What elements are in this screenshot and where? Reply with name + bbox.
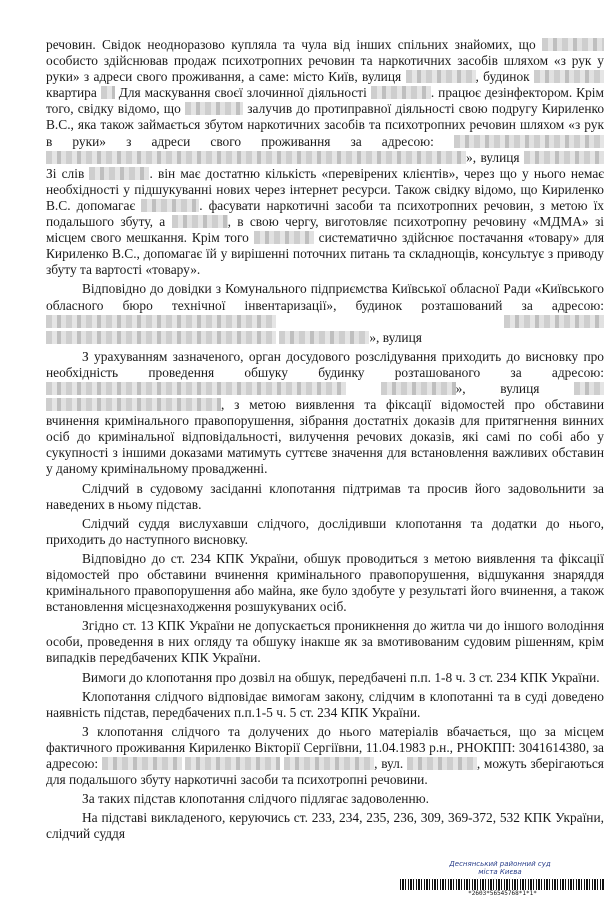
paragraph-text: , з метою виявлення та фіксації відомостей про обставини вчинення кримінального правопорушення, зібрання достатніх доказів для притягнення винних осіб до кримінальної відповідальності, вилучення речових доказів, які самі по собі або у сукупності з іншими доказами матимуть суттєве значення для встановлення важливих обставин у даному кримінальному провадженні. [46, 397, 604, 477]
redacted-text [172, 215, 228, 228]
redacted-text [406, 70, 476, 83]
paragraph-text: . працює дезінфектором. Крім того, свідку відомо, що [46, 85, 604, 117]
paragraph-text: Відповідно до ст. 234 КПК України, обшук проводиться з метою виявлення та фіксації відомостей про обставини вчинення кримінального правопорушення, відшукання знаряддя кримінального правопорушення або майна, яке було здобуте у результаті його вчинення, а також встановлення місцезнаходження розшукуваних осіб. [46, 550, 604, 615]
barcode-number-text: *2603*56545768*1*1* [468, 890, 537, 897]
redacted-text [46, 398, 221, 411]
paragraph-text: речовин. Свідок неодноразово купляла та чула від інших спільних знайомих, що [46, 37, 542, 52]
paragraph-text: Зі слів [46, 165, 90, 181]
paragraph-text: За таких підстав клопотання слідчого підлягає задоволенню. [82, 791, 429, 807]
paragraph-text: Слідчий суддя вислухавши слідчого, дослідивши клопотання та додатки до нього, приходить до наступного висновку. [46, 515, 604, 547]
paragraph-text: , можуть зберігаються для подальшого збуту наркотичні засоби та психотропні речовини. [46, 756, 604, 788]
paragraph [46, 37, 604, 278]
paragraph-text: , будинок [475, 69, 534, 85]
paragraph-text: На підставі викладеного, керуючись ст. 233, 234, 235, 236, 309, 369-372, 532 КПК України, слідчий суддя [46, 810, 604, 842]
paragraph-text: », вулиця [455, 380, 574, 396]
paragraph-text: систематично здійснює постачання «товару» для Кириленко В.С., допомагає їй у вирішенні поточних питань та складнощів, консультує з приводу збуту та вартості «товару». [46, 230, 604, 278]
redacted-text [46, 151, 466, 164]
paragraph-text: . фасувати наркотичні засоби та психотропних речовин, з метою їх подальшого збуту, а [46, 197, 604, 230]
paragraph [46, 791, 604, 807]
paragraph-text [276, 314, 504, 329]
barcode-number [400, 890, 605, 897]
court-stamp [400, 860, 600, 876]
redacted-text [101, 86, 115, 99]
redacted-text [46, 382, 346, 395]
paragraph [46, 551, 604, 615]
stamp-court-name: Деснянський районний суд [449, 860, 551, 868]
redacted-text [542, 38, 604, 51]
redacted-text [141, 199, 199, 212]
paragraph-text: Вимоги до клопотання про дозвіл на обшук, передбачені п.п. 1-8 ч. 3 ст. 234 КПК України. [82, 669, 600, 685]
paragraph [46, 516, 604, 548]
paragraph-text [346, 381, 381, 396]
redacted-text [46, 315, 276, 328]
redacted-text [102, 757, 182, 770]
paragraph-text: залучив до протиправної діяльності свою подругу Кириленко В.С., яка також займається збутом наркотичних засобів та психотропних речовин шляхом «з рук в руки» з адреси свого проживання за адресою: [46, 101, 605, 149]
redacted-text [407, 757, 477, 770]
paragraph [46, 281, 604, 345]
paragraph [46, 618, 604, 666]
redacted-text [254, 231, 314, 244]
paragraph-text: Клопотання слідчого відповідає вимогам закону, слідчим в клопотанні та в суді доведено наявність підстав, передбачених п.п.1-5 ч. 5 ст. 234 КПК України. [46, 688, 604, 720]
redacted-text [89, 167, 149, 180]
paragraph-text: , в свою чергу, виготовляє психотропну речовину «МДМА» зі місцем свого мешкання. Крім того [46, 214, 604, 246]
redacted-text [46, 331, 276, 344]
paragraph [46, 670, 604, 686]
redacted-text [381, 382, 456, 395]
redacted-text [284, 757, 374, 770]
paragraph-text: Відповідно до довідки з Комунального підприємства Київської обласної Ради «Київського обласного бюро технічної інвентаризації», будинок розташований за адресою: [46, 281, 604, 313]
paragraph [46, 349, 604, 478]
stamp-city: міста Києва [478, 868, 522, 876]
document-body [46, 37, 604, 846]
redacted-text [574, 382, 604, 395]
redacted-text [185, 757, 280, 770]
redacted-text [524, 151, 604, 164]
paragraph-text: , вул. [374, 756, 407, 772]
paragraph-text: Слідчий в судовому засіданні клопотання підтримав та просив його задовольнити за наведених в ньому підстав. [46, 480, 604, 512]
paragraph-text: З урахуванням зазначеного, орган досудового розслідування приходить до висновку про необхідність проведення обшуку будинку розташованого за адресою: [46, 348, 604, 380]
paragraph [46, 481, 604, 513]
paragraph-text: особисто здійснював продаж психотропних речовин та наркотичних засобів шляхом «з рук у руки» з адреси свого проживання, а саме: місто Київ, вулиця [46, 53, 604, 85]
paragraph [46, 724, 604, 788]
paragraph-text: Для маскування своєї злочинної діяльності [114, 85, 371, 101]
paragraph-text: З клопотання слідчого та долучених до нього матеріалів вбачається, що за місцем фактичного проживання Кириленко Вікторії Сергіївни, 11.04.1983 р.н., РНОКПП: 3041614380, за адресою: [46, 723, 604, 772]
paragraph [46, 810, 604, 842]
redacted-text [504, 315, 604, 328]
redacted-text [185, 102, 243, 115]
redacted-text [534, 70, 604, 83]
paragraph [46, 689, 604, 721]
paragraph-text: », вулиця [369, 329, 422, 345]
paragraph-text: . він має достатню кількість «перевірених клієнтів», через що у нього немає необхідності у підшукуванні нових через інтернет ресурси. Також свідку відомо, що Кириленко В.С. допомагає [46, 165, 605, 213]
redacted-text [371, 86, 431, 99]
paragraph-text: », вулиця [466, 149, 524, 165]
paragraph-text: квартира [46, 85, 101, 101]
redacted-text [454, 135, 604, 148]
paragraph-text: Згідно ст. 13 КПК України не допускається проникнення до житла чи до іншого володіння особи, проведення в них огляду та обшуку інакше як за вмотивованим судовим рішенням, крім випадків передбачених КПК України. [46, 618, 604, 666]
redacted-text [279, 331, 369, 344]
